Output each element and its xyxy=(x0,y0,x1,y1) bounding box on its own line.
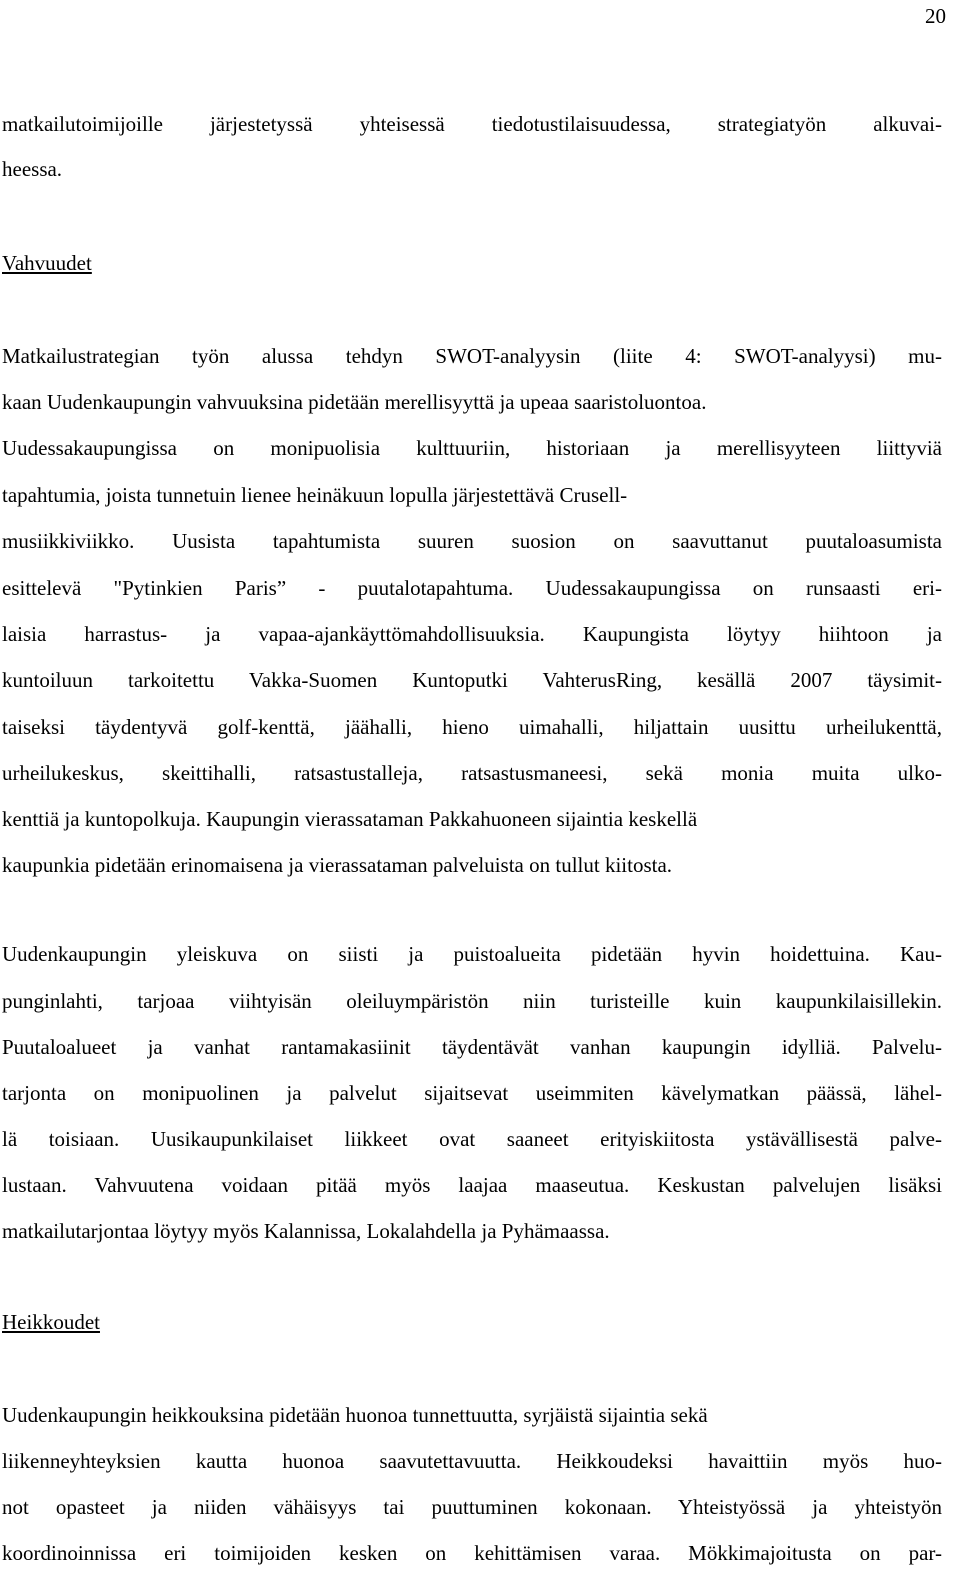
text-line: matkailutarjontaa löytyy myös Kalannissa, Lokalahdella ja Pyhämaassa. xyxy=(2,1219,610,1243)
text-line: tapahtumia, joista tunnetuin lienee heinäkuun lopulla järjestettävä Crusell- xyxy=(2,483,628,507)
text-line: Uudessakaupungissa on monipuolisia kulttuuriin, historiaan ja merellisyyteen liittyviä xyxy=(2,436,942,460)
text-line: kaupunkia pidetään erinomaisena ja vierassataman palveluista on tullut kiitosta. xyxy=(2,853,673,877)
text-line: kuntoiluun tarkoitettu Vakka-Suomen Kuntoputki VahterusRing, kesällä 2007 täysimit- xyxy=(2,668,942,692)
text-line: koordinoinnissa eri toimijoiden kesken on kehittämisen varaa. Mökkimajoitusta on par- xyxy=(2,1541,942,1565)
text-line: laisia harrastus- ja vapaa-ajankäyttömahdollisuuksia. Kaupungista löytyy hiihtoon ja xyxy=(2,622,942,646)
text-line: tarjonta on monipuolinen ja palvelut sijaitsevat useimmiten kävelymatkan päässä, lähel- xyxy=(2,1081,942,1105)
text-line: taiseksi täydentyvä golf-kenttä, jäähalli, hieno uimahalli, hiljattain uusittu urheilukenttä, xyxy=(2,715,942,739)
section-heading-vahvuudet: Vahvuudet xyxy=(2,251,92,275)
text-line: esittelevä "Pytinkien Paris” - puutalotapahtuma. Uudessakaupungissa on runsaasti eri- xyxy=(2,576,942,600)
text-line: liikenneyhteyksien kautta huonoa saavutettavuutta. Heikkoudeksi havaittiin myös huo- xyxy=(2,1449,942,1473)
section-heading-heikkoudet: Heikkoudet xyxy=(2,1310,100,1334)
text-line: lustaan. Vahvuutena voidaan pitää myös laajaa maaseutua. Keskustan palvelujen lisäksi xyxy=(2,1173,942,1197)
text-line: kaan Uudenkaupungin vahvuuksina pidetään merellisyyttä ja upeaa saaristoluontoa. xyxy=(2,390,707,414)
page-number: 20 xyxy=(925,4,946,28)
text-line: punginlahti, tarjoaa viihtyisän oleiluympäristön niin turisteille kuin kaupunkilaisillekin. xyxy=(2,989,942,1013)
text-line: matkailutoimijoille järjestetyssä yhteisessä tiedotustilaisuudessa, strategiatyön alkuvai- xyxy=(2,112,942,136)
text-line: not opasteet ja niiden vähäisyys tai puuttuminen kokonaan. Yhteistyössä ja yhteistyön xyxy=(2,1495,942,1519)
text-line: heessa. xyxy=(2,157,63,181)
text-line: urheilukeskus, skeittihalli, ratsastustalleja, ratsastusmaneesi, sekä monia muita ulko- xyxy=(2,761,942,785)
text-line: lä toisiaan. Uusikaupunkilaiset liikkeet ovat saaneet erityiskiitosta ystävällisestä palve- xyxy=(2,1127,942,1151)
text-line: kenttiä ja kuntopolkuja. Kaupungin vierassataman Pakkahuoneen sijaintia keskellä xyxy=(2,807,698,831)
text-line: Puutaloalueet ja vanhat rantamakasiinit täydentävät vanhan kaupungin idylliä. Palvelu- xyxy=(2,1035,942,1059)
text-line: Matkailustrategian työn alussa tehdyn SWOT-analyysin (liite 4: SWOT-analyysi) mu- xyxy=(2,344,942,368)
text-line: Uudenkaupungin yleiskuva on siisti ja puistoalueita pidetään hyvin hoidettuina. Kau- xyxy=(2,942,942,966)
text-line: musiikkiviikko. Uusista tapahtumista suuren suosion on saavuttanut puutaloasumista xyxy=(2,529,942,553)
text-line: Uudenkaupungin heikkouksina pidetään huonoa tunnettuutta, syrjäistä sijaintia sekä xyxy=(2,1403,708,1427)
